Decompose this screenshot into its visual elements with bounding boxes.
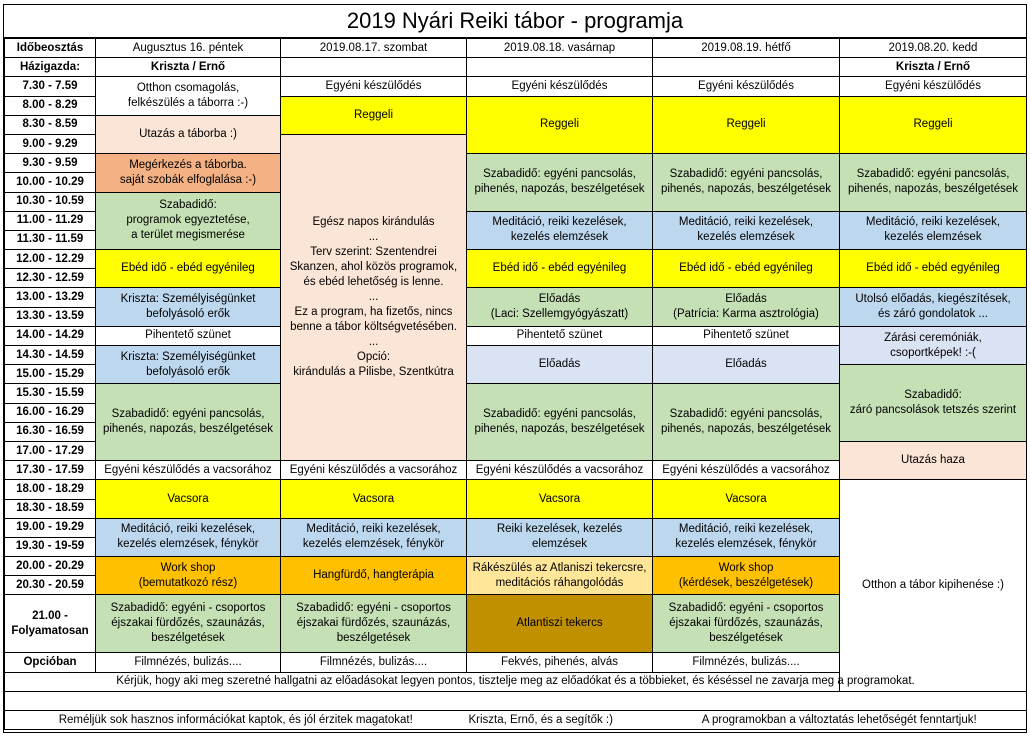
- sun-rest: Pihentető szünet: [467, 326, 653, 345]
- mon-breakfast: Reggeli: [653, 96, 840, 154]
- time-cell: Opcióban: [5, 653, 96, 672]
- time-cell: 7.30 - 7.59: [5, 77, 96, 96]
- mon-lunch: Ebéd idő - ebéd egyénileg: [653, 250, 840, 288]
- sat-dinner-prep: Egyéni készülődés a vacsorához: [281, 461, 467, 480]
- time-cell: 12.00 - 12.29: [5, 250, 96, 269]
- host-label: Házigazda:: [5, 58, 96, 77]
- time-row: [5, 77, 1027, 96]
- sun-breakfast: Reggeli: [467, 96, 653, 154]
- day-header-tue: 2019.08.20. kedd: [840, 39, 1027, 58]
- header-row: [5, 39, 1027, 58]
- sun-lunch: Ebéd idő - ebéd egyénileg: [467, 250, 653, 288]
- time-cell: 18.30 - 18.59: [5, 499, 96, 518]
- fri-night: Szabadidő: egyéni - csoportos éjszakai fürdőzés, szaunázás, beszélgetések: [96, 595, 281, 653]
- tue-meditation: Meditáció, reiki kezelések, kezelés elemzések: [840, 211, 1027, 249]
- time-cell: 11.30 - 11.59: [5, 230, 96, 249]
- mon-rest: Pihentető szünet: [653, 326, 840, 345]
- time-cell: 17.00 - 17.29: [5, 441, 96, 460]
- time-cell: 18.00 - 18.29: [5, 480, 96, 499]
- tue-closing: Zárási ceremóniák, csoportképek! :-(: [840, 326, 1027, 364]
- time-row: [5, 288, 1027, 307]
- blank-spacer: [5, 691, 1027, 710]
- sun-atlantis: Atlantiszi tekercs: [467, 595, 653, 653]
- note-row: [5, 672, 1027, 691]
- sun-optional: Fekvés, pihenés, alvás: [467, 653, 653, 672]
- time-cell: 15.00 - 15.29: [5, 365, 96, 384]
- mon-night: Szabadidő: egyéni - csoportos éjszakai fürdőzés, szaunázás, beszélgetések: [653, 595, 840, 653]
- tue-lunch: Ebéd idő - ebéd egyénileg: [840, 250, 1027, 288]
- mon-prep: Egyéni készülődés: [653, 77, 840, 96]
- mon-dinner: Vacsora: [653, 480, 840, 518]
- day-header-sun: 2019.08.18. vasárnap: [467, 39, 653, 58]
- mon-meditation-evening: Meditáció, reiki kezelések, kezelés elemzések, fénykör: [653, 518, 840, 556]
- footer-middle: Kriszta, Ernő, és a segítők :): [467, 711, 653, 730]
- time-cell: 21.00 - Folyamatosan: [5, 595, 96, 653]
- time-cell: 11.00 - 11.29: [5, 211, 96, 230]
- sun-reiki: Reiki kezelések, kezelés elemzések: [467, 518, 653, 556]
- fri-lunch: Ebéd idő - ebéd egyénileg: [96, 250, 281, 288]
- time-row: [5, 250, 1027, 269]
- time-cell: 16.00 - 16.29: [5, 403, 96, 422]
- time-row: [5, 154, 1027, 173]
- blank-row: [5, 691, 1027, 710]
- time-cell: 15.30 - 15.59: [5, 384, 96, 403]
- time-cell: 14.00 - 14.29: [5, 326, 96, 345]
- host-row: [5, 58, 1027, 77]
- fri-free-afternoon: Szabadidő: egyéni pancsolás, pihenés, napozás, beszélgetések: [96, 384, 281, 461]
- sun-free-morning: Szabadidő: egyéni pancsolás, pihenés, napozás, beszélgetések: [467, 154, 653, 212]
- time-cell: 20.00 - 20.29: [5, 557, 96, 576]
- fri-lecture-2: Kriszta: Személyiségünket befolyásoló erők: [96, 346, 281, 384]
- schedule-sheet: [3, 4, 1027, 733]
- fri-rest: Pihentető szünet: [96, 326, 281, 345]
- time-col-header: Időbeosztás: [5, 39, 96, 58]
- mon-free-morning: Szabadidő: egyéni pancsolás, pihenés, napozás, beszélgetések: [653, 154, 840, 212]
- sat-prep: Egyéni készülődés: [281, 77, 467, 96]
- day-header-sat: 2019.08.17. szombat: [281, 39, 467, 58]
- time-cell: 19.00 - 19.29: [5, 518, 96, 537]
- time-row: [5, 480, 1027, 499]
- tue-travel-home: Utazás haza: [840, 441, 1027, 479]
- time-cell: 13.30 - 13.59: [5, 307, 96, 326]
- footer-right: A programokban a változtatás lehetőségét fenntartjuk!: [653, 711, 1027, 730]
- sun-dinner: Vacsora: [467, 480, 653, 518]
- time-cell: 10.30 - 10.59: [5, 192, 96, 211]
- host-tue: Kriszta / Ernő: [840, 58, 1027, 77]
- fri-free-program: Szabadidő: programok egyeztetése, a terület megismerése: [96, 192, 281, 250]
- sat-optional: Filmnézés, bulizás....: [281, 653, 467, 672]
- tue-prep: Egyéni készülődés: [840, 77, 1027, 96]
- time-cell: 17.30 - 17.59: [5, 461, 96, 480]
- time-cell: 20.30 - 20.59: [5, 576, 96, 595]
- sat-trip: Egész napos kirándulás ... Terv szerint: Szentendrei Skanzen, ahol közös programok, és ebéd lehetőség is lenne. ... Ez a program, ha fizetős, nincs benne a tábor költségvetésében. ... Opció: kirándulás a Pilisbe, Szentkútra: [281, 134, 467, 460]
- mon-optional: Filmnézés, bulizás....: [653, 653, 840, 672]
- time-cell: 10.00 - 10.29: [5, 173, 96, 192]
- punctuality-note: Kérjük, hogy aki meg szeretné hallgatni az előadásokat legyen pontos, tisztelje meg az előadókat és a többieket, és késéssel ne zavarja meg a programokat.: [5, 672, 1027, 691]
- mon-lecture: Előadás (Patrícia: Karma asztrológia): [653, 288, 840, 326]
- time-cell: 9.30 - 9.59: [5, 154, 96, 173]
- fri-dinner-prep: Egyéni készülődés a vacsorához: [96, 461, 281, 480]
- fri-pack: Otthon csomagolás, felkészülés a táborra :-): [96, 77, 281, 115]
- tue-rest-home: Otthon a tábor kipihenése :): [840, 480, 1027, 692]
- host-fri: Kriszta / Ernő: [96, 58, 281, 77]
- host-sun: [467, 58, 653, 77]
- sun-free-afternoon: Szabadidő: egyéni pancsolás, pihenés, napozás, beszélgetések: [467, 384, 653, 461]
- sun-prep: Egyéni készülődés: [467, 77, 653, 96]
- tue-free-closing: Szabadidő: záró pancsolások tetszés szerint: [840, 365, 1027, 442]
- mon-free-afternoon: Szabadidő: egyéni pancsolás, pihenés, napozás, beszélgetések: [653, 384, 840, 461]
- time-cell: 13.00 - 13.29: [5, 288, 96, 307]
- sat-sound-bath: Hangfürdő, hangterápia: [281, 557, 467, 595]
- fri-meditation: Meditáció, reiki kezelések, kezelés elemzések, fénykör: [96, 518, 281, 556]
- time-cell: 12.30 - 12.59: [5, 269, 96, 288]
- footer-left: Reméljük sok hasznos információkat kaptok, és jól érzitek magatokat!: [5, 711, 467, 730]
- footer-row: [5, 711, 1027, 730]
- time-row: [5, 326, 1027, 345]
- fri-lecture-1: Kriszta: Személyiségünket befolyásoló erők: [96, 288, 281, 326]
- page-title: 2019 Nyári Reiki tábor - programja: [4, 5, 1026, 38]
- tue-last-lecture: Utolsó előadás, kiegészítések, és záró gondolatok ...: [840, 288, 1027, 326]
- time-cell: 14.30 - 14.59: [5, 346, 96, 365]
- sun-atlantis-prep: Rákészülés az Atlaniszi tekercsre, meditációs ráhangolódás: [467, 557, 653, 595]
- day-header-fri: Augusztus 16. péntek: [96, 39, 281, 58]
- sun-lecture-2: Előadás: [467, 346, 653, 384]
- day-header-mon: 2019.08.19. hétfő: [653, 39, 840, 58]
- mon-meditation: Meditáció, reiki kezelések, kezelés elemzések: [653, 211, 840, 249]
- sat-dinner: Vacsora: [281, 480, 467, 518]
- sun-dinner-prep: Egyéni készülődés a vacsorához: [467, 461, 653, 480]
- fri-dinner: Vacsora: [96, 480, 281, 518]
- time-cell: 8.30 - 8.59: [5, 115, 96, 134]
- time-cell: 19.30 - 19-59: [5, 537, 96, 556]
- sat-meditation: Meditáció, reiki kezelések, kezelés elemzések, fénykör: [281, 518, 467, 556]
- time-cell: 9.00 - 9.29: [5, 134, 96, 153]
- tue-free-morning: Szabadidő: egyéni pancsolás, pihenés, napozás, beszélgetések: [840, 154, 1027, 212]
- mon-workshop: Work shop (kérdések, beszélgetések): [653, 557, 840, 595]
- host-mon: [653, 58, 840, 77]
- schedule-table: [4, 38, 1027, 730]
- time-cell: 8.00 - 8.29: [5, 96, 96, 115]
- host-sat: [281, 58, 467, 77]
- sun-lecture: Előadás (Laci: Szellemgyógyászatt): [467, 288, 653, 326]
- fri-arrive: Megérkezés a táborba. saját szobák elfoglalása :-): [96, 154, 281, 192]
- tue-breakfast: Reggeli: [840, 96, 1027, 154]
- sat-night: Szabadidő: egyéni - csoportos éjszakai fürdőzés, szaunázás, beszélgetések: [281, 595, 467, 653]
- mon-lecture-2: Előadás: [653, 346, 840, 384]
- fri-optional: Filmnézés, bulizás....: [96, 653, 281, 672]
- fri-workshop: Work shop (bemutatkozó rész): [96, 557, 281, 595]
- time-cell: 16.30 - 16.59: [5, 422, 96, 441]
- sat-breakfast: Reggeli: [281, 96, 467, 134]
- sun-meditation: Meditáció, reiki kezelések, kezelés elemzések: [467, 211, 653, 249]
- mon-dinner-prep: Egyéni készülődés a vacsorához: [653, 461, 840, 480]
- fri-travel: Utazás a táborba :): [96, 115, 281, 153]
